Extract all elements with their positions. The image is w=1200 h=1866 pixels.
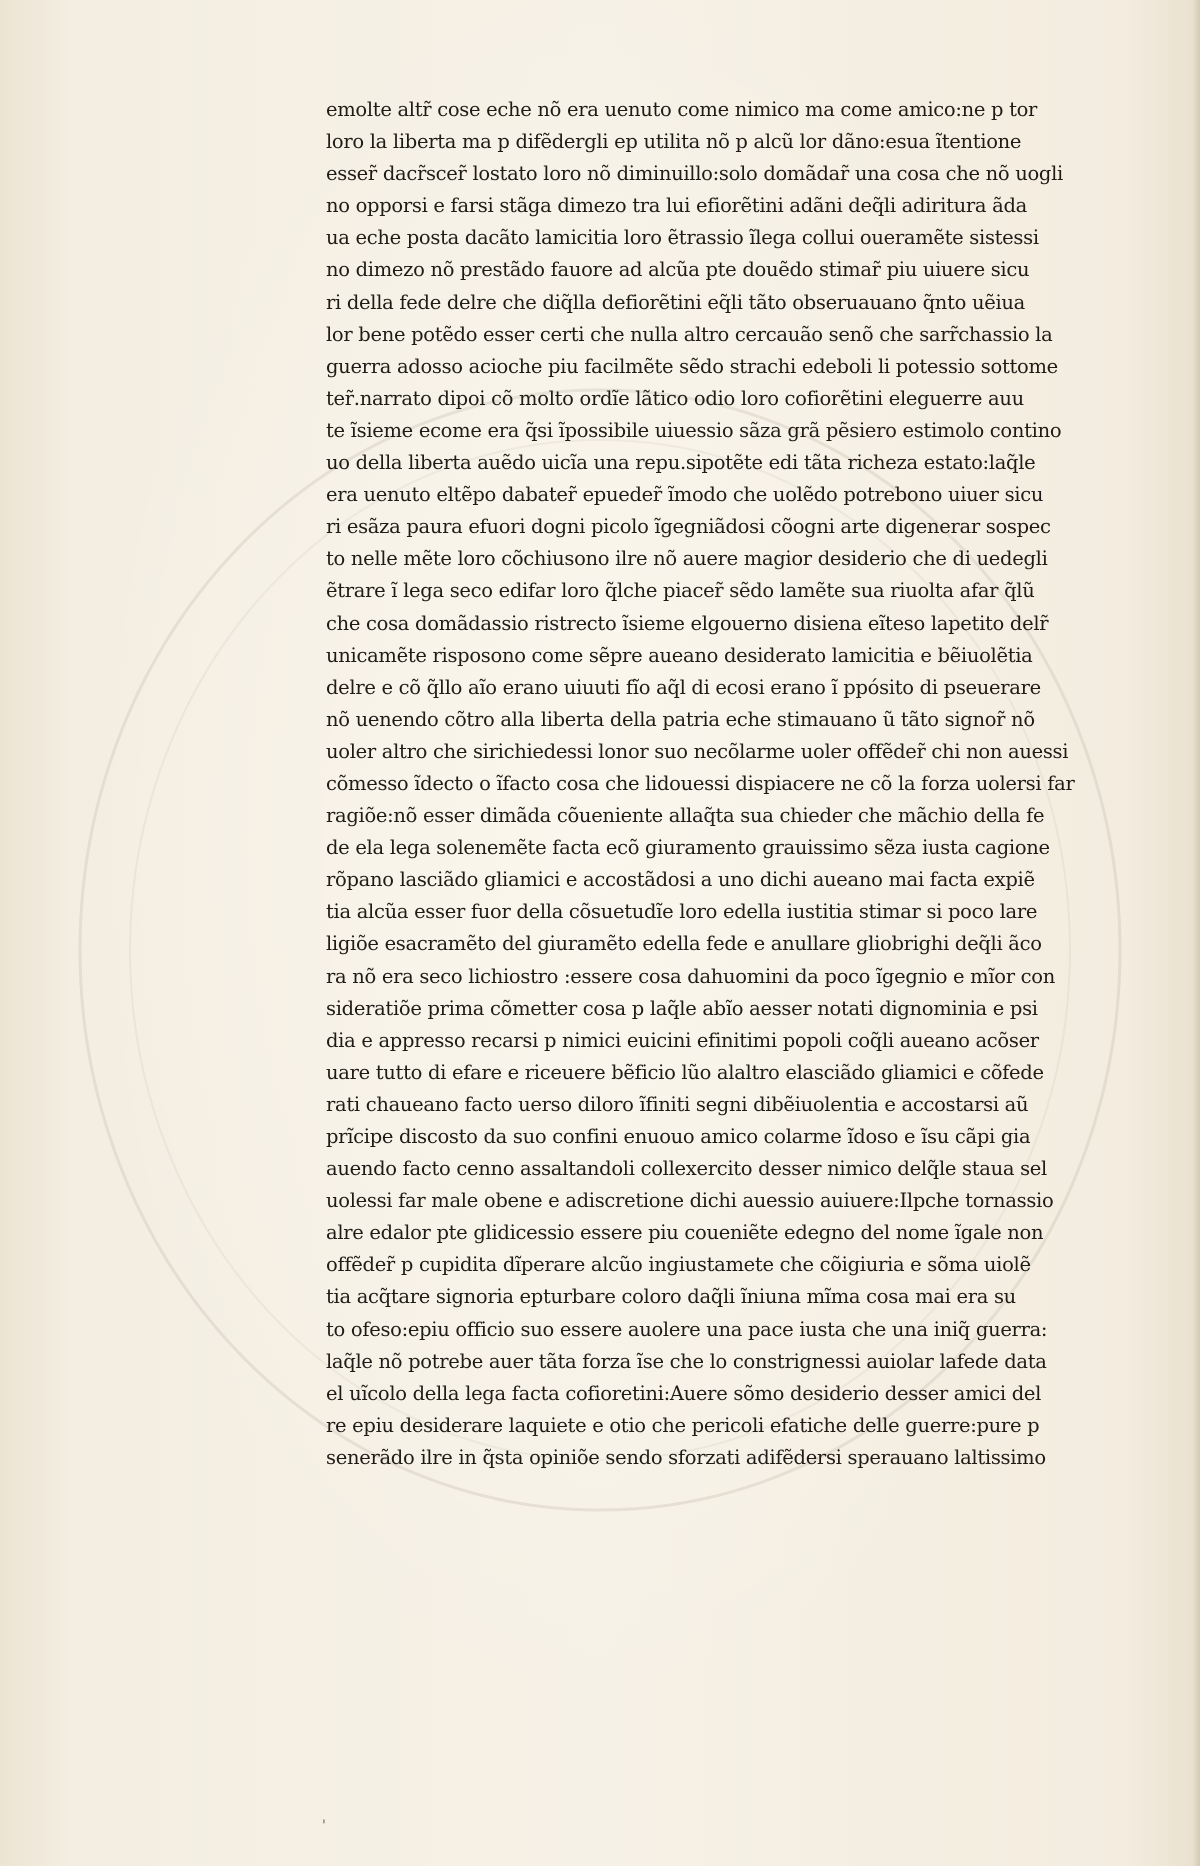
- text-line: cõmesso ĩdecto o ĩfacto cosa che lidouessi dispiacere ne cõ la forza uolersi far: [326, 771, 1075, 795]
- text-line: uo della liberta auẽdo uicĩa una repu.sipotẽte edi tãta richeza estato:laq̃le: [326, 451, 1036, 475]
- text-line: nõ uenendo cõtro alla liberta della patria eche stimauano ũ tãto signor̃ nõ: [326, 707, 1035, 731]
- text-line: no opporsi e farsi stãga dimezo tra lui efiorẽtini adãni deq̃li adiritura ãda: [326, 194, 1027, 218]
- text-line: ri esãza paura efuori dogni picolo ĩgegniãdosi cõogni arte digenerar sospec: [326, 515, 1051, 539]
- footer-mark: ': [322, 1818, 326, 1834]
- text-line: uoler altro che sirichiedessi lonor suo necõlarme uoler offẽder̃ chi non auessi: [326, 739, 1069, 763]
- text-line: unicamẽte risposono come sẽpre aueano desiderato lamicitia e bẽiuolẽtia: [326, 643, 1033, 667]
- text-line: che cosa domãdassio ristrecto ĩsieme elgouerno disiena eĩteso lapetito delr̃: [326, 611, 1049, 635]
- text-line: rõpano lasciãdo gliamici e accostãdosi a uno dichi aueano mai facta expiẽ: [326, 868, 1035, 892]
- text-line: ter̃.narrato dipoi cõ molto ordĩe lãtico odio loro cofiorẽtini eleguerre auu: [326, 386, 1024, 410]
- text-line: lor bene potẽdo esser certi che nulla altro cercauão senõ che sarr̃chassio la: [326, 322, 1053, 346]
- text-line: laq̃le nõ potrebe auer tãta forza ĩse che lo constrignessi auiolar lafede data: [326, 1349, 1047, 1373]
- text-line: senerãdo ilre in q̃sta opiniõe sendo sforzati adifẽdersi sperauano laltissimo: [326, 1445, 1046, 1469]
- text-line: el uĩcolo della lega facta cofioretini:Auere sõmo desiderio desser amici del: [326, 1381, 1042, 1405]
- text-line: alre edalor pte glidicessio essere piu coueniẽte edegno del nome ĩgale non: [326, 1221, 1044, 1245]
- text-line: prĩcipe discosto da suo confini enuouo amico colarme ĩdoso e ĩsu cãpi gia: [326, 1125, 1031, 1148]
- text-line: esser̃ dacr̃scer̃ lostato loro nõ diminuillo:solo domãdar̃ una cosa che nõ uogli: [326, 162, 1063, 186]
- text-line: tia alcũa esser fuor della cõsuetudĩe loro edella iustitia stimar si poco lare: [326, 900, 1038, 924]
- text-line: auendo facto cenno assaltandoli collexercito desser nimico delq̃le staua sel: [326, 1157, 1047, 1181]
- text-line: te ĩsieme ecome era q̃si ĩpossibile uiuessio sãza grã pẽsiero estimolo contino: [326, 418, 1062, 442]
- text-line: ligiõe esacramẽto del giuramẽto edella fede e anullare gliobrighi deq̃li ãco: [326, 932, 1042, 956]
- text-line: offẽder̃ p cupidita dĩperare alcũo ingiustamete che cõigiuria e sõma uiolẽ: [326, 1253, 1031, 1277]
- text-line: ua eche posta dacãto lamicitia loro ẽtrassio ĩlega collui oueramẽte sistessi: [326, 226, 1039, 250]
- text-line: to ofeso:epiu officio suo essere auolere una pace iusta che una iniq̃ guerra:: [326, 1317, 1048, 1341]
- text-line: ra nõ era seco lichiostro :essere cosa dahuomini da poco ĩgegnio e mĩor con: [326, 964, 1055, 988]
- text-line: no dimezo nõ prestãdo fauore ad alcũa pte douẽdo stimar̃ piu uiuere sicu: [326, 258, 1030, 282]
- text-block: [326, 94, 1146, 1474]
- text-line: uare tutto di efare e riceuere bẽficio lũo alaltro elasciãdo gliamici e cõfede: [326, 1060, 1044, 1084]
- text-line: ragiõe:nõ esser dimãda cõueniente allaq̃ta sua chieder che mãchio della fe: [326, 804, 1045, 828]
- text-line: emolte altr̃ cose eche nõ era uenuto come nimico ma come amico:ne p tor: [326, 98, 1038, 121]
- text-line: to nelle mẽte loro cõchiusono ilre nõ auere magior desiderio che di uedegli: [326, 547, 1048, 571]
- text-line: sideratiõe prima cõmetter cosa p laq̃le abĩo aesser notati dignominia e psi: [326, 996, 1038, 1020]
- text-line: re epiu desiderare laquiete e otio che pericoli efatiche delle guerre:pure p: [326, 1413, 1040, 1437]
- text-line: rati chaueano facto uerso diloro ĩfiniti segni dibẽiuolentia e accostarsi aũ: [326, 1092, 1029, 1116]
- text-line: dia e appresso recarsi p nimici euicini efinitimi popoli coq̃li aueano acõser: [326, 1028, 1039, 1052]
- text-line: era uenuto eltẽpo dabater̃ epueder̃ ĩmodo che uolẽdo potrebono uiuer sicu: [326, 483, 1044, 507]
- text-line: ri della fede delre che diq̃lla defiorẽtini eq̃li tãto obseruauano q̃nto uẽiua: [326, 290, 1025, 314]
- text-line: de ela lega solenemẽte facta ecõ giuramento grauissimo sẽza iusta cagione: [326, 836, 1050, 860]
- text-line: ẽtrare ĩ lega seco edifar loro q̃lche piacer̃ sẽdo lamẽte sua riuolta afar q̃lũ: [326, 579, 1035, 603]
- text-line: guerra adosso acioche piu facilmẽte sẽdo strachi edeboli li potessio sottome: [326, 354, 1058, 378]
- text-line: uolessi far male obene e adiscretione dichi auessio auiuere:Ilpche tornassio: [326, 1189, 1054, 1213]
- text-line: loro la liberta ma p difẽdergli ep utilita nõ p alcũ lor dãno:esua ĩtentione: [326, 130, 1022, 154]
- text-line: delre e cõ q̃llo aĩo erano uiuuti fĩo aq̃l di ecosi erano ĩ ppósito di pseuerare: [326, 675, 1041, 699]
- text-line: tia acq̃tare signoria epturbare coloro daq̃li ĩniuna mĩma cosa mai era su: [326, 1285, 1016, 1309]
